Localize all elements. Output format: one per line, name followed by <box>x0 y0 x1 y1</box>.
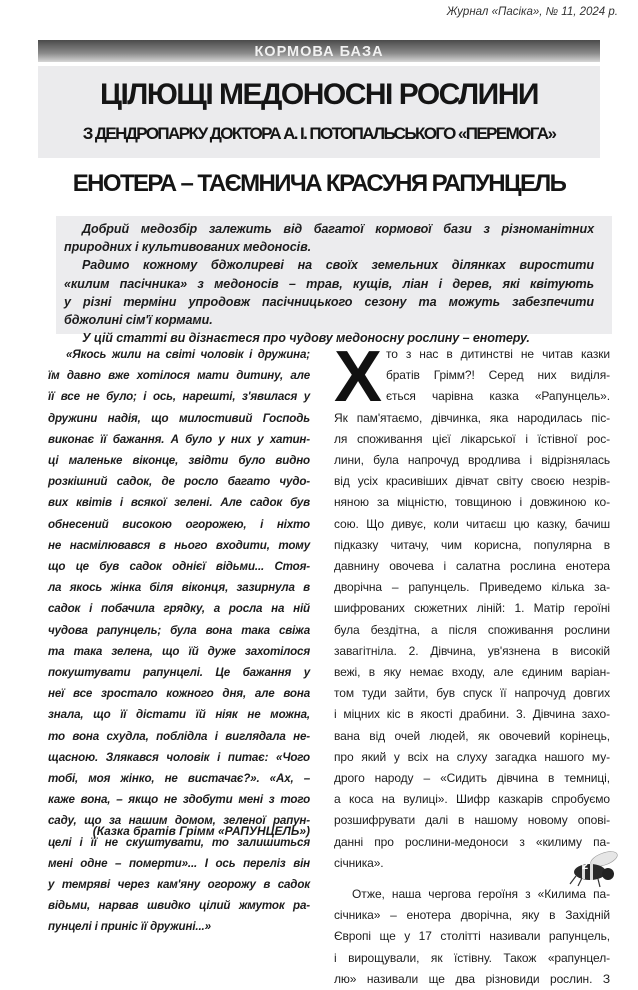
text-line: целі і її не скуштувати, то залишиться <box>48 835 310 849</box>
text-line: розшифрувати далі в нашому новому опові- <box>334 813 610 828</box>
text-line: від усіх красивіших дівчат світу своєю незрів- <box>334 474 610 489</box>
text-line: і міцних кіс в якості драбини. 3. Дівчина захо- <box>334 707 610 722</box>
text-line: шифрованих сюжетних ліній: 1. Матір героїні <box>334 601 610 616</box>
text-line: їм давно вже хотілося мати дитину, але <box>48 369 310 383</box>
text-line: що це був садок однієї відьми... Стоя- <box>48 560 310 574</box>
text-line: у різні терміни упродовж пасічницького сезону та можуть забезпечити <box>64 294 594 309</box>
text-line: завагітніла. 2. Дівчина, ув'язнена в високій <box>334 643 610 658</box>
text-line: дружини надія, що милостивий Господь <box>48 411 310 425</box>
text-line: у темряві через кам'яну огорожу в садок <box>48 878 310 892</box>
journal-issue: Журнал «Пасіка», № 11, 2024 р. <box>446 6 618 18</box>
text-line: данні про рослини-медоноси з «килиму па- <box>334 834 610 849</box>
text-line: січника» – енотера дворічна, яку в Західній <box>334 908 610 923</box>
text-line: неї все зростало кожного дня, але вона <box>48 687 310 701</box>
intro-text <box>64 220 594 347</box>
text-line: няною за міцністю, товщиною і довжиною ко- <box>334 495 610 510</box>
text-line: мені одне – померти»... І ось переліз він <box>48 856 310 870</box>
article-subtitle: ЕНОТЕРА – ТАЄМНИЧА КРАСУНЯ РАПУНЦЕЛЬ <box>72 170 566 197</box>
text-line: про який у всіх на слуху загадка нашого му- <box>334 749 610 764</box>
section-band <box>38 40 600 62</box>
text-line: виконає її бажання. А було у них у хатин- <box>48 432 310 446</box>
text-line: братів Грімм?! Серед них виділя- <box>385 368 610 383</box>
text-line: дрого народу – «Сидить дівчина в темниці, <box>334 771 610 786</box>
text-line: не насмілювався в нього входити, тому <box>48 538 310 552</box>
section-label: КОРМОВА БАЗА <box>254 44 384 60</box>
text-line: ється чарівна казка «Рапунцель». <box>385 389 610 404</box>
text-line: щасною. Злякався чоловік і питає: «Чого <box>48 750 310 764</box>
title-box <box>38 66 600 158</box>
text-line: Отже, наша чергова героїня з «Килима па- <box>352 887 610 902</box>
text-line: садок і побачила грядку, а росла на ній <box>48 602 310 616</box>
text-line: знала, що її дістати їй ніяк не можна, <box>48 708 310 722</box>
page-number: 2 <box>582 860 589 872</box>
text-line: ла якось жінка біля віконця, зазирнула в <box>48 581 310 595</box>
text-line: «Якось жили на світі чоловік і дружина; <box>66 348 310 361</box>
text-line: ля споживання цієї лікарської і їстівної рос- <box>334 431 610 446</box>
text-line: том туди зайти, був спуск її напрочуд довгих <box>334 686 610 701</box>
article-title-sub: З ДЕНДРОПАРКУ ДОКТОРА А. І. ПОТОПАЛЬСЬКОГО «ПЕРЕМОГА» <box>82 124 556 143</box>
text-line: тобі, моя жінко, не вистачає?». «Ах, – <box>48 772 310 786</box>
text-line: чудова рапунцель; була вона така свіжа <box>48 623 310 637</box>
text-line: вих квітів і всякої зелені. Але садок був <box>48 496 310 510</box>
text-line: Як пам'ятаємо, дівчинка, яка народилась піс- <box>334 410 610 425</box>
text-line: обнесений високою огорожею, і ніхто <box>48 517 310 531</box>
text-line: і вирощували, як їстівну. Також «рапунцел- <box>334 950 610 965</box>
text-line: ці маленьке віконце, звідти було видно <box>48 454 310 468</box>
text-line: вана від очей людей, як овочевий корінець, <box>334 728 610 743</box>
text-line: Європі ще у 17 столітті називали рапунцель, <box>334 929 610 944</box>
text-line: У цій статті ви дізнаєтеся про чудову медоносну рослину – енотеру. <box>82 331 530 346</box>
text-line: а коса на вулиці». Шифр казкарів спробуємо <box>334 792 610 807</box>
text-line: січника». <box>334 855 384 870</box>
text-line: розкішний садок, де росло багато чудо- <box>48 475 310 489</box>
text-line: саду, що за нашим домом, зеленої рапун- <box>48 814 310 828</box>
fairy-tale-quote <box>48 344 310 938</box>
text-line: бджолині сім'ї кормами. <box>64 313 213 328</box>
text-line: то з нас в дитинстві не читав казки <box>385 347 610 361</box>
text-line: Добрий медозбір залежить від багатої кормової бази з різноманітних <box>82 222 594 236</box>
text-line: природних і культивованих медоносів. <box>64 240 311 255</box>
text-line: її все не було; і ось, нарешті, з'явилася у <box>48 390 310 404</box>
text-line: то вона схудла, поблідла і виглядала не- <box>48 729 310 743</box>
text-line: Радимо кожному бджолиреві на своїх земельних ділянках виростити <box>82 258 594 273</box>
text-line: дворічна – рапунцель. Приведемо кілька за- <box>334 580 610 595</box>
text-line: відьми, нарвав швидко цілий жмуток ра- <box>48 899 310 913</box>
text-line: та така зелена, що їй дуже захотілося <box>48 644 310 658</box>
text-line: пунцелі і приніс її дружині...» <box>48 920 211 934</box>
drop-cap: Х <box>334 337 382 417</box>
intro-box <box>56 216 612 346</box>
text-line: лю» називали ще два різновиди рослин. З <box>334 971 610 986</box>
text-line: вежі, в яку немає входу, але єдиним варіан- <box>334 665 610 680</box>
quote-attribution: (Казка братів Грімм «РАПУНЦЕЛЬ») <box>92 824 310 838</box>
text-line: покуштувати рапунцелі. Це бажання у <box>48 666 310 680</box>
text-line: «килим пасічника» з медоносів – трав, кущів, ліан і дерев, які квітують <box>64 276 594 291</box>
text-line: давнину овочева і салатна рослина енотера <box>334 559 610 574</box>
article-body <box>334 337 610 990</box>
text-line: каже вона, – якщо не здобути мені з того <box>48 793 310 807</box>
text-line: підказку читачу, чим корисна, популярна в <box>334 537 610 552</box>
bee-page-icon <box>568 850 624 888</box>
text-line: сою. Що дивує, коли читаєш цю казку, бачиш <box>334 516 610 531</box>
article-title: ЦІЛЮЩІ МЕДОНОСНІ РОСЛИНИ <box>100 78 538 111</box>
text-line: лини, була напрочуд вродлива і відрізнялась <box>334 453 610 468</box>
text-line: була бездітна, а після споживання рослини <box>334 622 610 637</box>
